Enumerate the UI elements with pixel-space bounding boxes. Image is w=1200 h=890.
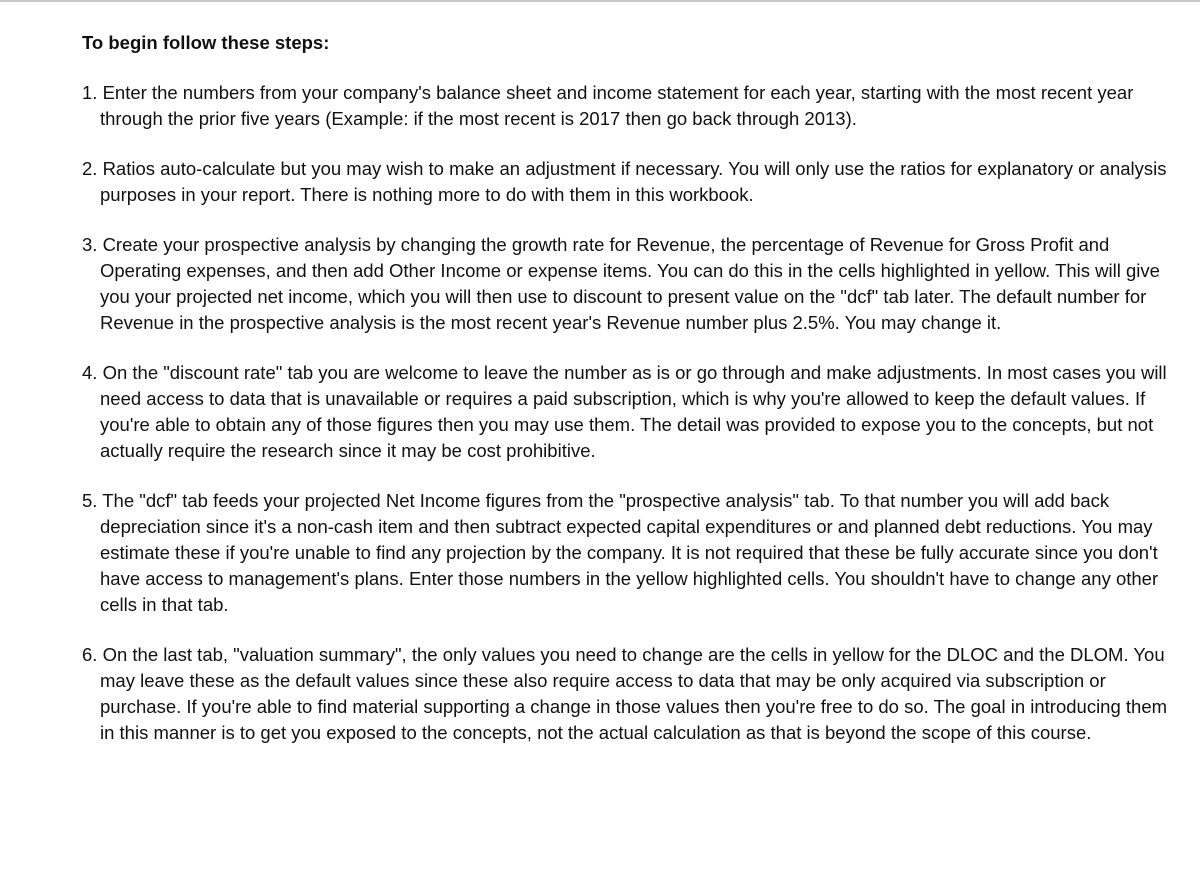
step-1: 1. Enter the numbers from your company's balance sheet and income statement for each year, starting with the most recent year through the prior five years (Example: if the most recent is 2017 then go back through 2013). [82, 82, 1134, 129]
instructions-heading: To begin follow these steps: [82, 32, 330, 53]
step-5: 5. The "dcf" tab feeds your projected Net Income figures from the "prospective analysis" tab. To that number you will add back depreciation since it's a non-cash item and then subtract expected capital expenditures or and planned debt reductions. You may estimate these if you're unable to find any projection by the company. It is not required that these be fully accurate since you don't have access to management's plans. Enter those numbers in the yellow highlighted cells. You shouldn't have to change any other cells in that tab. [82, 490, 1159, 615]
step-6: 6. On the last tab, "valuation summary", the only values you need to change are the cells in yellow for the DLOC and the DLOM. You may leave these as the default values since these also require access to data that may be only acquired via subscription or purchase. If you're able to find material supporting a change in those values then you're free to do so. The goal in introducing them in this manner is to get you exposed to the concepts, not the actual calculation as that is beyond the scope of this course. [82, 644, 1168, 743]
step-2: 2. Ratios auto-calculate but you may wish to make an adjustment if necessary. You will only use the ratios for explanatory or analysis purposes in your report. There is nothing more to do with them in this workbook. [82, 158, 1167, 205]
step-3: 3. Create your prospective analysis by changing the growth rate for Revenue, the percentage of Revenue for Gross Profit and Operating expenses, and then add Other Income or expense items. You can do this in the cells highlighted in yellow. This will give you your projected net income, which you will then use to discount to present value on the "dcf" tab later. The default number for Revenue in the prospective analysis is the most recent year's Revenue number plus 2.5%. You may change it. [82, 234, 1160, 333]
top-border [0, 0, 1200, 2]
instructions-document [82, 30, 1177, 770]
step-4: 4. On the "discount rate" tab you are welcome to leave the number as is or go through and make adjustments. In most cases you will need access to data that is unavailable or requires a paid subscription, which is why you're allowed to keep the default values. If you're able to obtain any of those figures then you may use them. The detail was provided to expose you to the concepts, but not actually require the research since it may be cost prohibitive. [82, 362, 1167, 461]
